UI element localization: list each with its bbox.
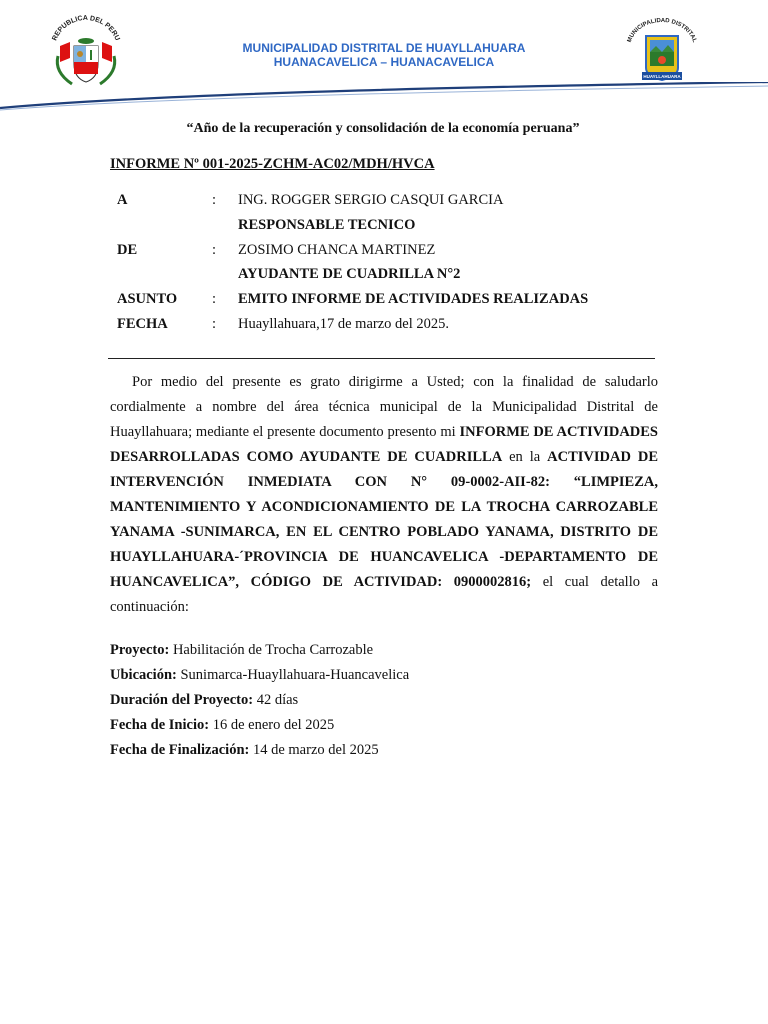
detail-value: 16 de enero del 2025 bbox=[209, 717, 335, 733]
municipality-heading bbox=[180, 41, 588, 69]
body-end: el cual detallo a continuación: bbox=[110, 574, 658, 615]
detail-project bbox=[110, 638, 409, 663]
subject-label: ASUNTO bbox=[117, 291, 178, 308]
detail-label: Fecha de Finalización: bbox=[110, 742, 250, 758]
colon: : bbox=[212, 291, 217, 308]
detail-label: Fecha de Inicio: bbox=[110, 717, 210, 733]
from-name: ZOSIMO CHANCA MARTINEZ bbox=[238, 241, 436, 258]
detail-value: Habilitación de Trocha Carrozable bbox=[169, 642, 374, 658]
report-number: INFORME Nº 001-2025-ZCHM-AC02/MDH/HVCA bbox=[110, 156, 435, 172]
detail-label: Duración del Proyecto: bbox=[110, 692, 254, 708]
municipal-emblem-icon bbox=[624, 18, 700, 86]
detail-value: Sunimarca-Huayllahuara-Huancavelica bbox=[176, 667, 410, 683]
municipality-name: MUNICIPALIDAD DISTRITAL DE HUAYLLAHUARA bbox=[242, 41, 526, 55]
body-bold-activity: ACTIVIDAD DE INTERVENCIÓN INMEDIATA CON N° 09-0002-AII-82: “LIMPIEZA, MANTENIMIENTO Y ACONDICIONAMIENTO DE LA TROCHA CARROZABLE YANAMA -SUNIMARCA, EN EL CENTRO POBLADO YANAMA, DISTRITO DE HUAYLLAHUARA-´PROVINCIA DE HUANCAVELICA -DEPARTAMENTO DE HUANCAVELICA”, CÓDIGO DE ACTIVIDAD: 0900002816; bbox=[110, 449, 658, 590]
body-bold-report: INFORME DE ACTIVIDADES DESARROLLADAS COMO AYUDANTE DE CUADRILLA bbox=[110, 424, 658, 465]
header-separator-line bbox=[108, 358, 655, 359]
subject-value: EMITO INFORME DE ACTIVIDADES REALIZADAS bbox=[238, 291, 589, 308]
colon: : bbox=[212, 315, 217, 332]
to-role: RESPONSABLE TECNICO bbox=[238, 216, 416, 233]
to-name: ING. ROGGER SERGIO CASQUI GARCIA bbox=[238, 192, 504, 208]
body-paragraph bbox=[110, 370, 658, 620]
colon: : bbox=[212, 241, 217, 258]
project-details bbox=[110, 638, 409, 763]
from-role: AYUDANTE DE CUADRILLA N°2 bbox=[238, 266, 461, 283]
body-mid: en la bbox=[502, 449, 548, 465]
detail-label: Proyecto: bbox=[110, 642, 170, 658]
detail-start-date bbox=[110, 713, 409, 738]
detail-duration bbox=[110, 688, 409, 713]
from-label: DE bbox=[117, 241, 138, 258]
colon: : bbox=[212, 192, 217, 208]
date-label: FECHA bbox=[117, 315, 168, 332]
date-value: Huayllahuara,17 de marzo del 2025. bbox=[238, 315, 449, 332]
year-motto: “Año de la recuperación y consolidación de la economía peruana” bbox=[186, 121, 580, 136]
to-label: A bbox=[117, 192, 128, 208]
detail-end-date bbox=[110, 738, 409, 763]
detail-value: 14 de marzo del 2025 bbox=[249, 742, 379, 758]
detail-label: Ubicación: bbox=[110, 667, 177, 683]
municipality-location: HUANACAVELICA – HUANACAVELICA bbox=[273, 55, 495, 69]
emblem-arc-text: MUNICIPALIDAD DISTRITAL bbox=[626, 18, 698, 44]
emblem-ribbon-text: HUAYLLAHUARA bbox=[643, 74, 681, 79]
coat-of-arms-text: REPUBLICA DEL PERU bbox=[51, 14, 121, 42]
body-intro: Por medio del presente es grato dirigirme a Usted; con la finalidad de saludarlo cordialmente a nombre del área técnica municipal de la Municipalidad Distrital de Huayllahuara; mediante el presente documento presento mi bbox=[110, 374, 658, 440]
header-swoosh-divider bbox=[0, 82, 768, 114]
peru-coat-of-arms-icon bbox=[44, 12, 128, 90]
letterhead bbox=[0, 0, 768, 120]
svg-text:REPUBLICA DEL PERU bbox=[51, 15, 120, 42]
detail-location bbox=[110, 663, 409, 688]
detail-value: 42 días bbox=[253, 692, 299, 708]
